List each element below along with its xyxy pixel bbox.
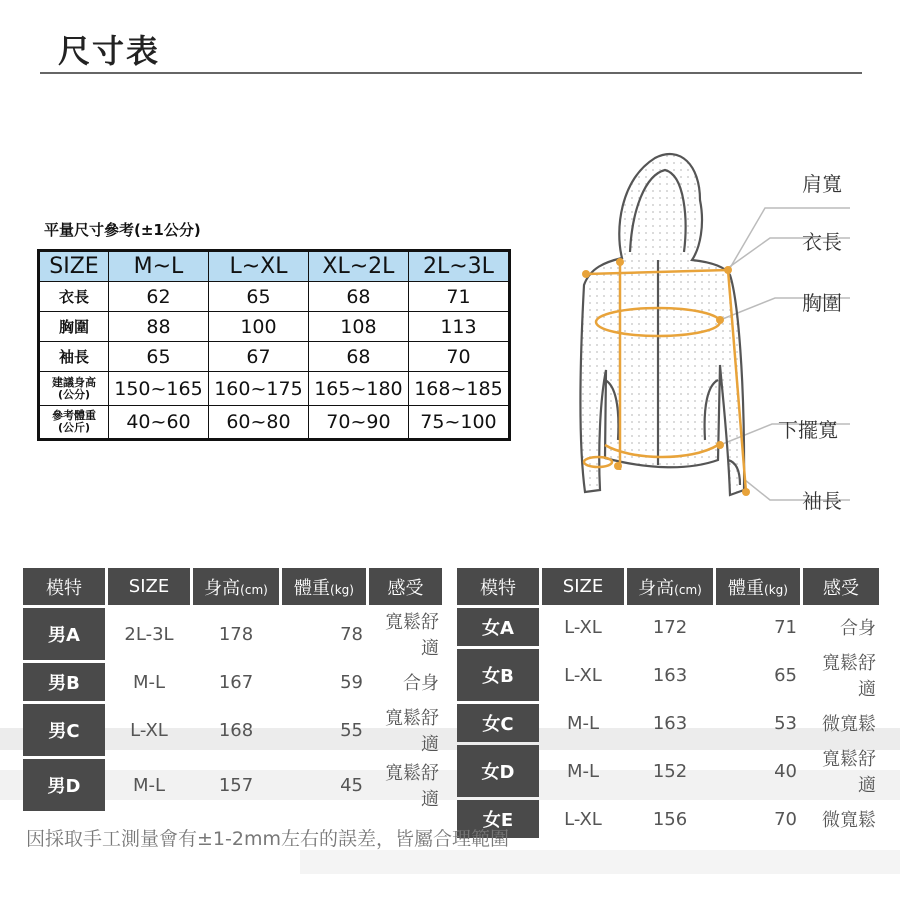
size-chart-row bbox=[39, 312, 510, 342]
model-header-cell bbox=[282, 568, 366, 605]
background-stripe bbox=[300, 850, 900, 874]
size-chart-cell: 113 bbox=[408, 312, 509, 342]
jacket-measurement-figure bbox=[560, 140, 880, 520]
model-row bbox=[457, 608, 879, 646]
size-chart-cell: 160~175 bbox=[208, 372, 308, 406]
model-size-cell: M-L bbox=[132, 671, 166, 693]
model-header-cell: 感受 bbox=[803, 568, 879, 605]
size-chart-cell: 40~60 bbox=[109, 406, 209, 440]
model-name-cell: 男C bbox=[23, 704, 105, 756]
model-row bbox=[23, 759, 442, 811]
model-size-cell: L-XL bbox=[564, 616, 602, 638]
callout-hem-width: 下擺寬 bbox=[778, 418, 838, 442]
model-height-cell: 178 bbox=[218, 623, 254, 645]
model-header-weight-unit: (kg) bbox=[330, 582, 354, 597]
model-row bbox=[457, 745, 879, 797]
size-chart-row-label: 參考體重 (公斤) bbox=[39, 406, 109, 440]
callout-shoulder-width: 肩寬 bbox=[802, 172, 842, 196]
model-size-cell: M-L bbox=[132, 774, 166, 796]
model-weight-cell: 78 bbox=[340, 623, 363, 645]
model-feel-cell: 寬鬆舒適 bbox=[385, 763, 439, 810]
model-weight-cell: 65 bbox=[774, 664, 797, 686]
model-header-cell: 模特 bbox=[457, 568, 539, 605]
model-weight-cell: 71 bbox=[774, 616, 797, 638]
female-model-table bbox=[454, 565, 882, 841]
model-row bbox=[23, 608, 442, 660]
model-header-height: 身高 bbox=[638, 577, 675, 599]
callout-sleeve-length: 袖長 bbox=[802, 489, 842, 513]
callout-body-length: 衣長 bbox=[802, 230, 842, 254]
model-weight-cell: 59 bbox=[340, 671, 363, 693]
size-chart-row-label: 胸圍 bbox=[39, 312, 109, 342]
model-header-height: 身高 bbox=[204, 577, 241, 599]
size-chart-cell: 62 bbox=[109, 282, 209, 312]
size-chart-cell: 67 bbox=[208, 342, 308, 372]
size-chart-cell: 71 bbox=[408, 282, 509, 312]
model-height-cell: 152 bbox=[652, 760, 688, 782]
model-name-cell: 女B bbox=[457, 649, 539, 701]
model-table-header-row bbox=[23, 568, 442, 605]
model-feel-cell: 寬鬆舒適 bbox=[822, 653, 876, 700]
size-chart-cell: 68 bbox=[308, 342, 408, 372]
model-header-weight: 體重 bbox=[294, 577, 331, 599]
size-chart-cell: 70~90 bbox=[308, 406, 408, 440]
model-row bbox=[457, 800, 879, 838]
size-chart-header-cell: M~L bbox=[109, 251, 209, 282]
model-feel-cell: 合身 bbox=[403, 673, 439, 694]
model-weight-cell: 53 bbox=[774, 712, 797, 734]
model-weight-cell: 40 bbox=[774, 760, 797, 782]
size-chart-row bbox=[39, 342, 510, 372]
model-name-cell: 男A bbox=[23, 608, 105, 660]
model-header-height-unit: (cm) bbox=[674, 582, 702, 597]
model-feel-cell: 微寬鬆 bbox=[822, 714, 876, 735]
size-chart-row-label: 衣長 bbox=[39, 282, 109, 312]
model-feel-cell: 寬鬆舒適 bbox=[385, 612, 439, 659]
model-feel-cell: 寬鬆舒適 bbox=[822, 749, 876, 796]
size-chart-header-row bbox=[39, 251, 510, 282]
size-chart-cell: 165~180 bbox=[308, 372, 408, 406]
model-table-header-row bbox=[457, 568, 879, 605]
size-chart-header-cell: XL~2L bbox=[308, 251, 408, 282]
size-chart-cell: 65 bbox=[208, 282, 308, 312]
size-chart-table bbox=[37, 249, 511, 441]
model-height-cell: 163 bbox=[652, 664, 688, 686]
model-row bbox=[23, 663, 442, 701]
model-height-cell: 167 bbox=[218, 671, 254, 693]
model-weight-cell: 70 bbox=[774, 808, 797, 830]
page-title: 尺寸表 bbox=[58, 32, 161, 70]
model-feel-cell: 寬鬆舒適 bbox=[385, 708, 439, 755]
model-name-cell: 女A bbox=[457, 608, 539, 646]
male-model-table bbox=[20, 565, 445, 814]
model-name-cell: 女D bbox=[457, 745, 539, 797]
callout-chest: 胸圍 bbox=[802, 291, 842, 315]
model-feel-cell: 合身 bbox=[840, 618, 876, 639]
model-size-cell: M-L bbox=[566, 712, 600, 734]
model-name-cell: 男D bbox=[23, 759, 105, 811]
model-size-cell: 2L-3L bbox=[124, 623, 174, 645]
size-chart-cell: 70 bbox=[408, 342, 509, 372]
measurement-footnote: 因採取手工測量會有±1-2mm左右的誤差，皆屬合理範圍 bbox=[26, 828, 509, 850]
model-header-weight: 體重 bbox=[728, 577, 765, 599]
model-height-cell: 172 bbox=[652, 616, 688, 638]
size-chart-cell: 100 bbox=[208, 312, 308, 342]
model-size-cell: L-XL bbox=[564, 808, 602, 830]
flat-measure-caption: 平量尺寸參考(±1公分) bbox=[44, 221, 201, 239]
size-chart-row-label: 袖長 bbox=[39, 342, 109, 372]
size-chart-cell: 60~80 bbox=[208, 406, 308, 440]
size-chart-row bbox=[39, 282, 510, 312]
size-chart-cell: 75~100 bbox=[408, 406, 509, 440]
model-header-height-unit: (cm) bbox=[240, 582, 268, 597]
model-weight-cell: 45 bbox=[340, 774, 363, 796]
model-row bbox=[23, 704, 442, 756]
model-row bbox=[457, 704, 879, 742]
model-weight-cell: 55 bbox=[340, 719, 363, 741]
model-row bbox=[457, 649, 879, 701]
size-chart-row bbox=[39, 406, 510, 440]
model-header-cell: 模特 bbox=[23, 568, 105, 605]
model-header-cell bbox=[627, 568, 713, 605]
size-chart-header-cell: SIZE bbox=[39, 251, 109, 282]
size-chart-cell: 168~185 bbox=[408, 372, 509, 406]
model-size-cell: M-L bbox=[566, 760, 600, 782]
model-header-cell: SIZE bbox=[108, 568, 190, 605]
model-header-cell: SIZE bbox=[542, 568, 624, 605]
model-size-cell: L-XL bbox=[564, 664, 602, 686]
model-name-cell: 女C bbox=[457, 704, 539, 742]
model-header-weight-unit: (kg) bbox=[764, 582, 788, 597]
size-chart-row-label: 建議身高 (公分) bbox=[39, 372, 109, 406]
model-name-cell: 男B bbox=[23, 663, 105, 701]
model-header-cell: 感受 bbox=[369, 568, 442, 605]
size-chart-row bbox=[39, 372, 510, 406]
title-divider bbox=[40, 72, 862, 74]
size-chart-header-cell: L~XL bbox=[208, 251, 308, 282]
size-chart-cell: 88 bbox=[109, 312, 209, 342]
size-chart-cell: 150~165 bbox=[109, 372, 209, 406]
model-height-cell: 157 bbox=[218, 774, 254, 796]
model-header-cell bbox=[193, 568, 279, 605]
size-chart-header-cell: 2L~3L bbox=[408, 251, 509, 282]
size-chart-cell: 68 bbox=[308, 282, 408, 312]
model-header-cell bbox=[716, 568, 800, 605]
model-name-cell: 女E bbox=[457, 800, 539, 838]
hooded-jacket-illustration bbox=[560, 140, 880, 520]
model-size-cell: L-XL bbox=[130, 719, 168, 741]
model-feel-cell: 微寬鬆 bbox=[822, 810, 876, 831]
size-chart-cell: 108 bbox=[308, 312, 408, 342]
model-height-cell: 168 bbox=[218, 719, 254, 741]
model-height-cell: 156 bbox=[652, 808, 688, 830]
size-chart-cell: 65 bbox=[109, 342, 209, 372]
model-height-cell: 163 bbox=[652, 712, 688, 734]
